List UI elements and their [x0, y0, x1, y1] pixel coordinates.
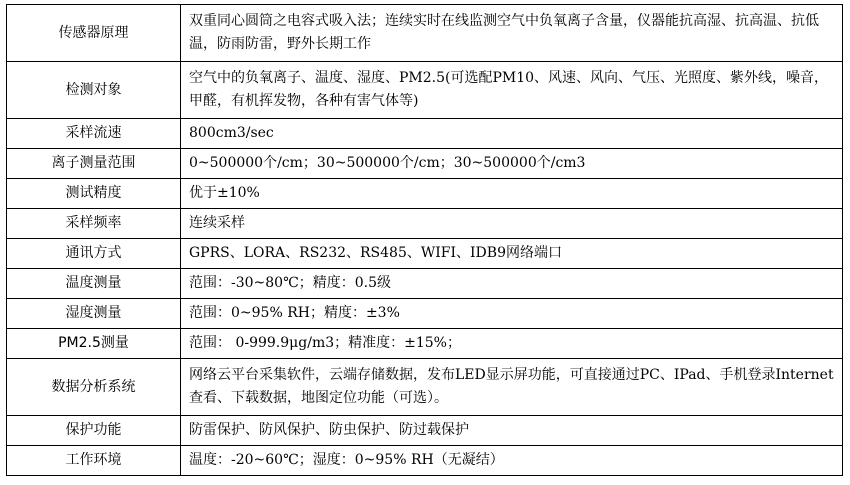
row-label-communication: 通讯方式	[7, 239, 181, 269]
table-row	[7, 119, 843, 149]
row-label-sampling-frequency: 采样频率	[7, 209, 181, 239]
row-value-data-analysis: 网络云平台采集软件，云端存储数据，发布LED显示屏功能，可直接通过PC、IPad、手机登录Internet查看、下载数据，地图定位功能（可选）。	[181, 359, 843, 416]
row-label-detection-target: 检测对象	[7, 62, 181, 119]
table-row	[7, 62, 843, 119]
row-value-sampling-flow: 800cm3/sec	[181, 119, 843, 149]
row-value-accuracy: 优于±10%	[181, 179, 843, 209]
row-label-work-environment: 工作环境	[7, 446, 181, 476]
row-value-pm25: 范围： 0-999.9μg/m3；精准度：±15%；	[181, 329, 843, 359]
spec-table	[6, 4, 843, 476]
table-row	[7, 359, 843, 416]
table-row	[7, 446, 843, 476]
row-value-sampling-frequency: 连续采样	[181, 209, 843, 239]
row-label-sampling-flow: 采样流速	[7, 119, 181, 149]
row-label-humidity: 湿度测量	[7, 299, 181, 329]
table-row	[7, 329, 843, 359]
row-label-accuracy: 测试精度	[7, 179, 181, 209]
row-value-sensor-principle: 双重同心圆筒之电容式吸入法；连续实时在线监测空气中负氧离子含量，仪器能抗高湿、抗高温、抗低温，防雨防雷，野外长期工作	[181, 5, 843, 62]
row-label-data-analysis: 数据分析系统	[7, 359, 181, 416]
table-row	[7, 5, 843, 62]
row-value-ion-range: 0~500000个/cm；30~500000个/cm；30~500000个/cm3	[181, 149, 843, 179]
row-value-communication: GPRS、LORA、RS232、RS485、WIFI、IDB9网络端口	[181, 239, 843, 269]
table-row	[7, 179, 843, 209]
table-row	[7, 299, 843, 329]
table-row	[7, 269, 843, 299]
table-row	[7, 149, 843, 179]
row-label-temperature: 温度测量	[7, 269, 181, 299]
row-value-work-environment: 温度：-20~60℃；湿度：0~95% RH（无凝结）	[181, 446, 843, 476]
table-row	[7, 416, 843, 446]
row-value-protection: 防雷保护、防风保护、防虫保护、防过载保护	[181, 416, 843, 446]
table-row	[7, 209, 843, 239]
row-value-humidity: 范围：0~95% RH；精度：±3%	[181, 299, 843, 329]
row-label-protection: 保护功能	[7, 416, 181, 446]
row-label-ion-range: 离子测量范围	[7, 149, 181, 179]
row-value-temperature: 范围：-30~80℃；精度：0.5级	[181, 269, 843, 299]
table-row	[7, 239, 843, 269]
row-label-pm25: PM2.5测量	[7, 329, 181, 359]
row-value-detection-target: 空气中的负氧离子、温度、湿度、PM2.5(可选配PM10、风速、风向、气压、光照度、紫外线，噪音，甲醛，有机挥发物，各种有害气体等)	[181, 62, 843, 119]
row-label-sensor-principle: 传感器原理	[7, 5, 181, 62]
